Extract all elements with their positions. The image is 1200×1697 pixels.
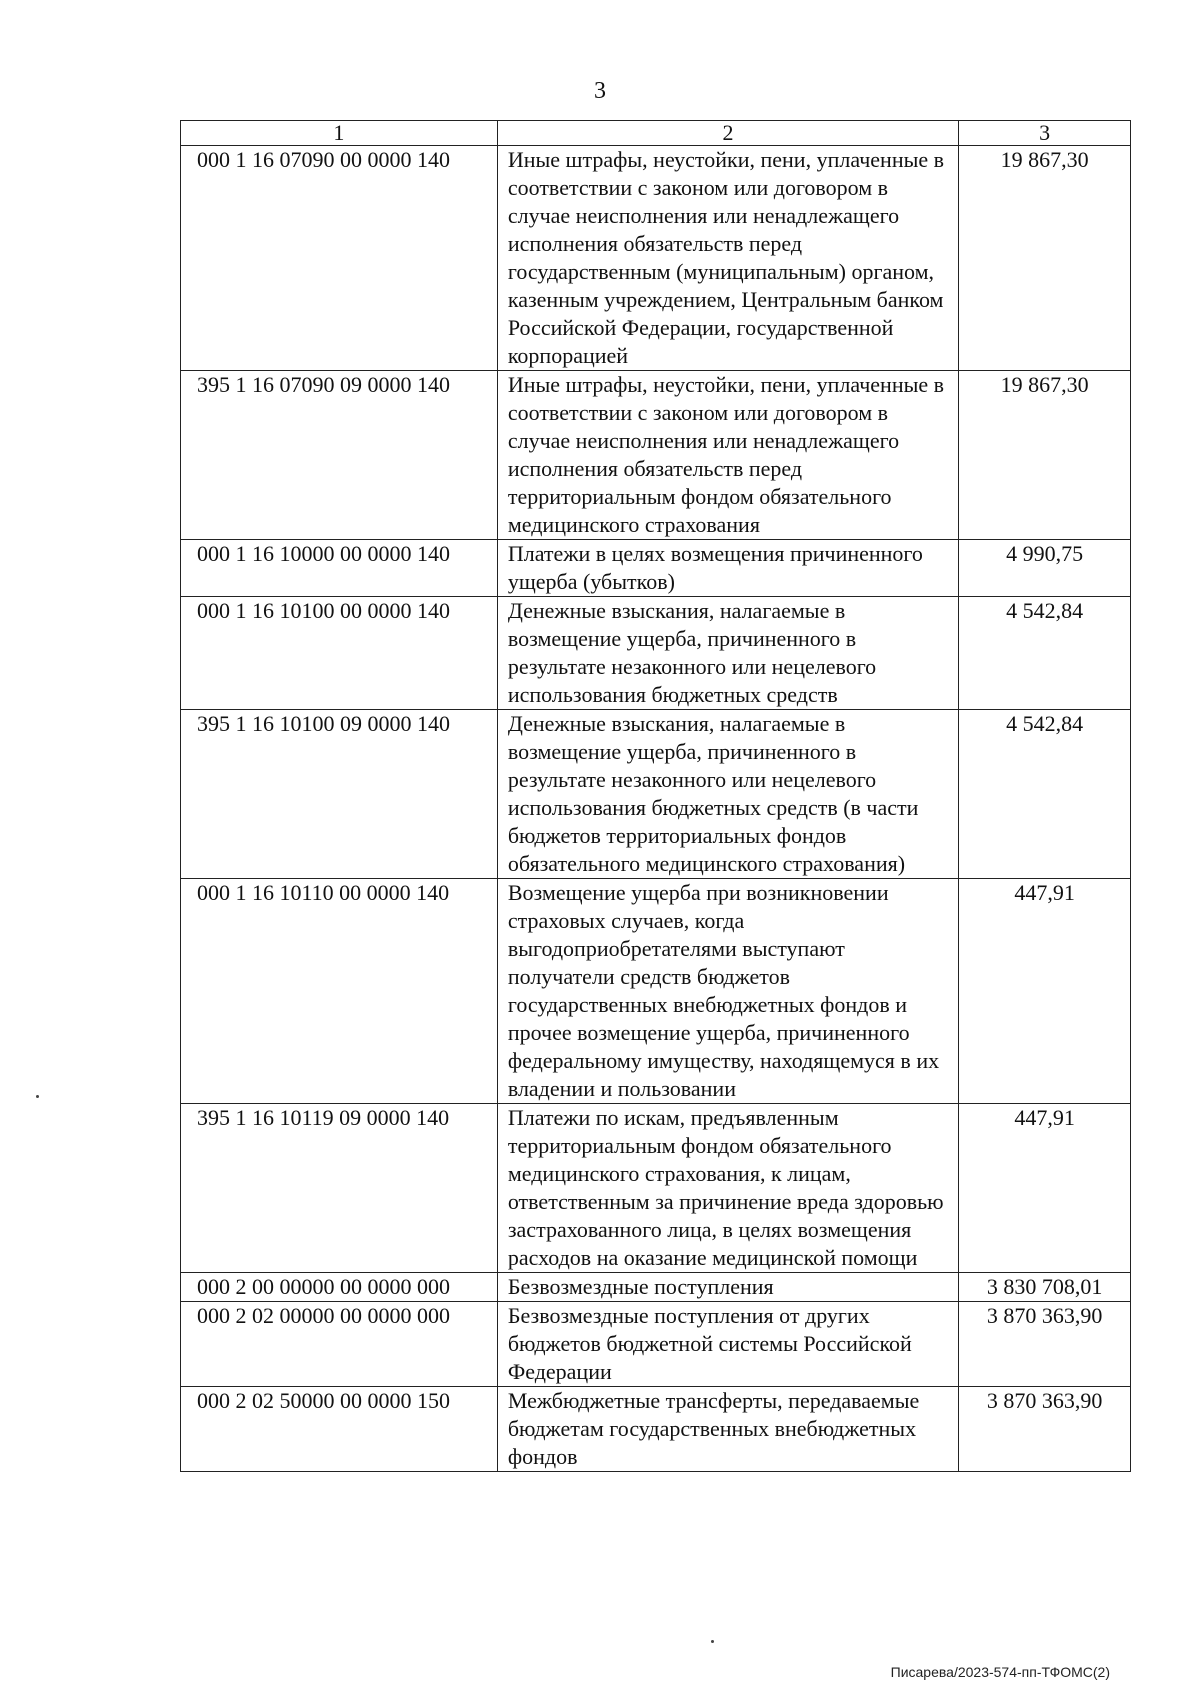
table-row [181,1273,1131,1302]
row-name: Денежные взыскания, налагаемые в возмещение ущерба, причиненного в результате незаконного или нецелевого использования бюджетных средств (в части бюджетов территориальных фондов обязательного медицинского страхования) [497,710,958,879]
table-row [181,371,1131,540]
row-amount: 4 990,75 [959,540,1131,597]
row-name: Денежные взыскания, налагаемые в возмещение ущерба, причиненного в результате незаконного или нецелевого использования бюджетных средств [497,597,958,710]
row-code: 000 1 16 07090 00 0000 140 [181,146,498,371]
row-name: Платежи в целях возмещения причиненного ущерба (убытков) [497,540,958,597]
row-amount: 3 870 363,90 [959,1387,1131,1472]
row-amount: 4 542,84 [959,710,1131,879]
row-code: 395 1 16 07090 09 0000 140 [181,371,498,540]
table-row [181,879,1131,1104]
table-row [181,1387,1131,1472]
row-name: Платежи по искам, предъявленным территориальным фондом обязательного медицинского страхования, к лицам, ответственным за причинение вреда здоровью застрахованного лица, в целях возмещения расходов на оказание медицинской помощи [497,1104,958,1273]
page-number: 3 [594,78,606,104]
row-name: Возмещение ущерба при возникновении страховых случаев, когда выгодоприобретателями выступают получатели средств бюджетов государственных внебюджетных фондов и прочее возмещение ущерба, причиненного федеральному имуществу, находящемуся в их владении и пользовании [497,879,958,1104]
scan-speck [36,1095,39,1098]
row-name: Иные штрафы, неустойки, пени, уплаченные в соответствии с законом или договором в случае неисполнения или ненадлежащего исполнения обязательств перед территориальным фондом обязательного медицинского страхования [497,371,958,540]
row-amount: 3 870 363,90 [959,1302,1131,1387]
row-code: 000 2 02 50000 00 0000 150 [181,1387,498,1472]
table-row [181,597,1131,710]
row-code: 000 1 16 10110 00 0000 140 [181,879,498,1104]
table-row [181,710,1131,879]
row-name: Межбюджетные трансферты, передаваемые бюджетам государственных внебюджетных фондов [497,1387,958,1472]
row-code: 395 1 16 10119 09 0000 140 [181,1104,498,1273]
table-row [181,1104,1131,1273]
scan-speck [711,1640,714,1643]
row-code: 000 1 16 10000 00 0000 140 [181,540,498,597]
row-name: Безвозмездные поступления [497,1273,958,1302]
header-col-code: 1 [181,121,498,146]
row-amount: 447,91 [959,879,1131,1104]
row-code: 000 2 00 00000 00 0000 000 [181,1273,498,1302]
header-row [181,121,1131,146]
budget-table [180,120,1131,1472]
row-code: 000 2 02 00000 00 0000 000 [181,1302,498,1387]
table-row [181,146,1131,371]
document-reference: Писарева/2023-574-пп-ТФОМС(2) [890,1664,1110,1680]
row-amount: 447,91 [959,1104,1131,1273]
row-name: Безвозмездные поступления от других бюджетов бюджетной системы Российской Федерации [497,1302,958,1387]
header-col-name: 2 [497,121,958,146]
table-row [181,540,1131,597]
row-name: Иные штрафы, неустойки, пени, уплаченные в соответствии с законом или договором в случае неисполнения или ненадлежащего исполнения обязательств перед государственным (муниципальным) органом, казенным учреждением, Центральным банком Российской Федерации, государственной корпорацией [497,146,958,371]
table-row [181,1302,1131,1387]
row-amount: 19 867,30 [959,146,1131,371]
header-col-amount: 3 [959,121,1131,146]
row-code: 000 1 16 10100 00 0000 140 [181,597,498,710]
row-amount: 4 542,84 [959,597,1131,710]
row-amount: 19 867,30 [959,371,1131,540]
row-code: 395 1 16 10100 09 0000 140 [181,710,498,879]
row-amount: 3 830 708,01 [959,1273,1131,1302]
